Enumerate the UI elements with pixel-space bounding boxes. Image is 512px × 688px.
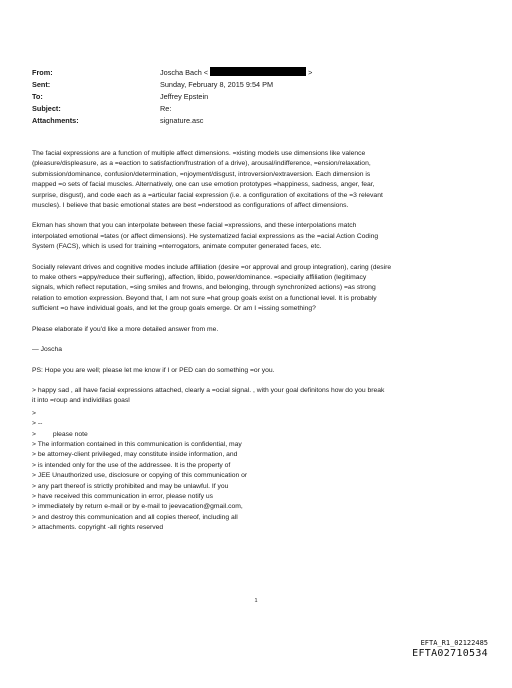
bates-stamp: [412, 638, 488, 660]
quote-line: > The information contained in this communication is confidential, may: [32, 440, 242, 448]
body-paragraph-4: Please elaborate if you'd like a more detailed answer from me.: [32, 325, 219, 333]
from-row: [32, 67, 472, 79]
quote-line: > --: [32, 420, 43, 428]
subject-value: Re:: [160, 104, 172, 113]
attachments-label: Attachments:: [32, 116, 79, 125]
postscript: PS: Hope you are well; please let me know if I or PED can do something =or you.: [32, 366, 275, 374]
signoff: — Joscha: [32, 346, 63, 354]
quote-line: > and destroy this communication and all copies thereof, including all: [32, 513, 238, 521]
redaction-box: [210, 67, 306, 76]
subject-label: Subject:: [32, 104, 61, 113]
sent-row: [32, 79, 472, 91]
sent-value: Sunday, February 8, 2015 9:54 PM: [160, 80, 274, 89]
quote-line: > immediately by return e-mail or by e-mail to jeevacation@gmail.com,: [32, 503, 243, 511]
quote-line: > is intended only for the use of the addressee. It is the property of: [32, 461, 231, 469]
quote-line: > attachments. copyright -all rights reserved: [32, 524, 164, 532]
quoted-message: [32, 386, 478, 534]
quote-line: > please note: [32, 430, 88, 438]
from-value-end: >: [308, 68, 313, 77]
from-name: Joscha Bach <: [160, 68, 209, 77]
attachments-row: [32, 115, 472, 127]
quote-line: > JEE Unauthorized use, disclosure or copying of this communication or: [32, 472, 248, 480]
from-value: [160, 67, 472, 79]
to-label: To:: [32, 92, 43, 101]
body-paragraph-3: Socially relevant drives and cognitive modes include affiliation (desire =or approval and group integration), caring (desire to make others =appy/reduce their suffering), affection, libido, power/dominance. =specially affiliation (legitimacy signals, which reflect reputation, =sing smiles and frowns, and belonging, through synchronized actions) =as strong relation to emotion expression. Beyond that, I am not sure =hat group goals exist on a functional level. It is probably sufficient =o have individual goals, and let the group goals emerge. Or am I =issing something?: [32, 263, 392, 313]
quote-line: > any part thereof is strictly prohibited and may be unlawful. If you: [32, 482, 229, 490]
attachments-value: signature.asc: [160, 116, 204, 125]
quote-line: > have received this communication in error, please notify us: [32, 492, 214, 500]
quote-line: > be attorney-client privileged, may constitute inside information, and: [32, 451, 238, 459]
quote-line: >: [32, 409, 36, 417]
bates-number-1: EFTA_R1_02122485: [420, 639, 488, 647]
from-label: From:: [32, 68, 53, 77]
subject-row: [32, 103, 472, 115]
sent-label: Sent:: [32, 80, 51, 89]
body-paragraph-1: The facial expressions are a function of multiple affect dimensions. =xisting models use dimensions like valence (pleasure/displeasure, as a =eaction to satisfaction/frustration of a drive), arousal/indifference, =ension/relaxation, submission/dominance, confusion/determination, =njoyment/disgust, introversion/extraversion. Each dimension is mapped =o sets of facial muscles. Alternatively, one can use emotion prototypes =happiness, sadness, anger, fear, surprise, disgust), and code each as a =articular facial expression (i.e. a configuration of excitations of the =3 relevant muscles). I believe that basic emotional states are best =nderstood as configurations of affect dimensions.: [32, 150, 383, 210]
body-paragraph-2: Ekman has shown that you can interpolate between these facial =xpressions, and these interpolations match interpolated emotional =tates (or affect dimensions). He systematized facial expressions as the =acial Action Coding System (FACS), which is used for training =nterrogators, animate computer generated faces, etc.: [32, 222, 379, 251]
page-number: 1: [254, 598, 258, 604]
to-value: Jeffrey Epstein: [160, 92, 209, 101]
to-row: [32, 91, 472, 103]
bates-number-2: EFTA02710534: [412, 648, 488, 659]
email-body: [32, 149, 478, 534]
email-header: [32, 67, 472, 127]
quote-intro: > happy sad , all have facial expressions attached, clearly a =ocial signal. , with your goal definitons how do you break it into =roup and individilas goasl: [32, 386, 385, 405]
